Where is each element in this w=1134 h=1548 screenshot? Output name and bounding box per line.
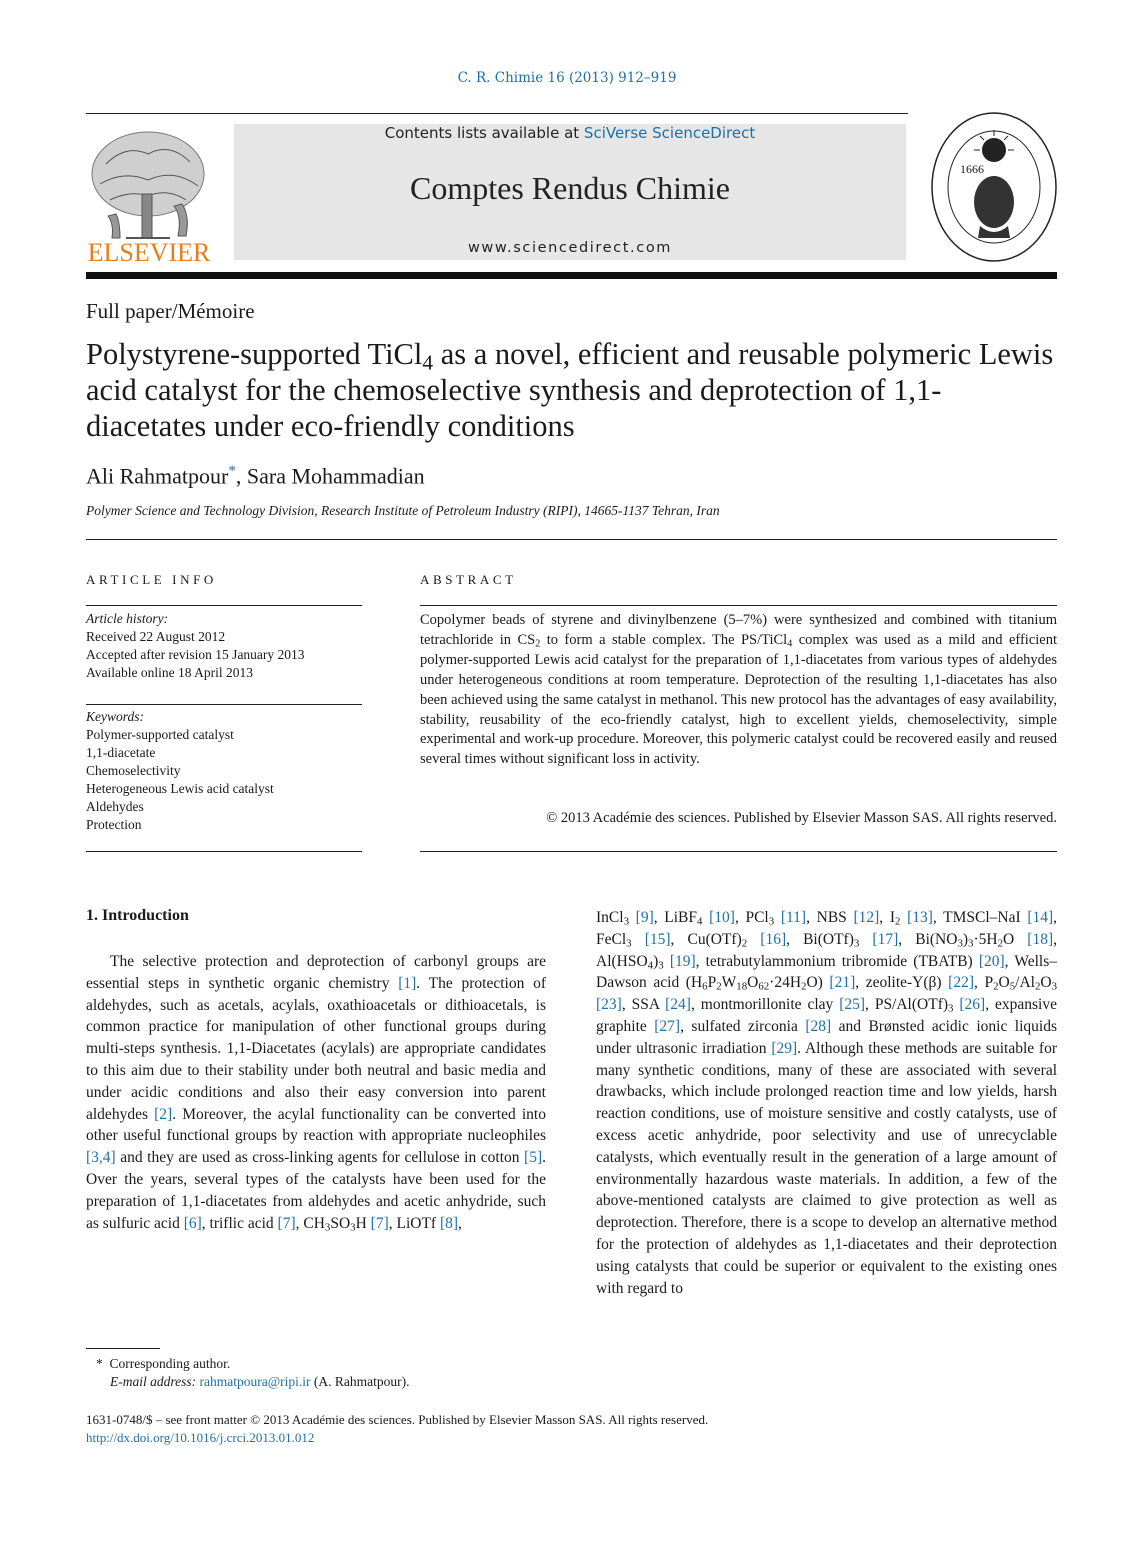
citation-link[interactable]: [26] [959,996,986,1014]
abstract-heading: ABSTRACT [420,572,517,587]
email-label: E-mail address: [110,1374,197,1389]
divider [86,539,1057,540]
doi-link[interactable]: http://dx.doi.org/10.1016/j.crci.2013.01.012 [86,1430,315,1445]
intro-right-column [596,907,1057,1299]
journal-reference[interactable]: C. R. Chimie 16 (2013) 912–919 [457,70,677,86]
footnote-mark: * [96,1356,103,1371]
email-link[interactable]: rahmatpoura@ripi.ir [199,1374,311,1389]
citation-link[interactable]: [24] [665,996,691,1014]
divider [420,605,1057,606]
history-item: Accepted after revision 15 January 2013 [86,647,305,662]
issn-line: 1631-0748/$ – see front matter © 2013 Académie des sciences. Published by Elsevier Masson SAS. All rights reserved. [86,1412,709,1427]
citation-link[interactable]: [23] [596,996,622,1014]
citation-link[interactable]: [7] [277,1214,296,1232]
divider [86,704,362,705]
divider [420,851,1057,852]
citation-link[interactable]: [13] [907,909,933,926]
keyword: Aldehydes [86,799,144,814]
abstract-copyright: © 2013 Académie des sciences. Published by Elsevier Masson SAS. All rights reserved. [546,810,1057,826]
footnote [86,1355,410,1391]
author-name[interactable]: Sara Mohammadian [246,463,425,489]
citation-link[interactable]: [29] [771,1039,798,1057]
divider [86,851,362,852]
seal-year: 1666 [960,162,984,176]
abstract-text: Copolymer beads of styrene and divinylbenzene (5–7%) were synthesized and combined with titanium tetrachloride in $CS_2$ to form a stable complex. The PS/TiCl$_4$ complex was used as a mild and efficient polymer-supported Lewis acid catalyst for the preparation of 1,1-diacetates from various types of aldehydes under heterogeneous conditions at room temperature. Deprotection of the resulting 1,1-diacetates has also been achieved using the same catalyst in methanol. This new protocol has the advantages of easy availability, stability, reusability of the eco-friendly catalyst, high to excellent yields, chemoselectivity, simple experimental and work-up procedure. Moreover, this polymeric catalyst could be recovered easily and reused several times without significant loss in activity. [420,612,1058,768]
journal-url[interactable]: www.sciencedirect.com [467,240,673,256]
citation-link[interactable]: [27] [654,1017,681,1035]
citation-link[interactable]: [5] [524,1149,543,1167]
citation-link[interactable]: [7] [370,1214,389,1232]
title-part: as a novel, efficient and reusable polymeric Lewis acid catalyst for the chemoselective synthesis and deprotection of 1,1-diacetates under eco-friendly conditions [86,337,1054,443]
publisher-logo-text: ELSEVIER [87,238,211,267]
citation-link[interactable]: [15] [644,930,671,948]
contents-line [234,124,906,142]
keyword: Chemoselectivity [86,763,181,778]
keywords-label: Keywords: [86,709,144,724]
author-separator: , [235,463,247,489]
keyword: Polymer-supported catalyst [86,727,234,742]
header-rule [86,113,908,114]
author-name[interactable]: Ali Rahmatpour [86,463,229,489]
citation-link[interactable]: [12] [853,909,880,926]
section-type: Full paper/Mémoire [86,299,255,323]
citation-link[interactable]: [20] [978,952,1005,970]
section-heading-introduction: 1. Introduction [86,907,189,924]
citation-link[interactable]: [14] [1027,909,1054,926]
citation-link[interactable]: [22] [948,974,974,992]
footnote-rule [86,1348,160,1349]
keywords [86,708,362,834]
journal-title: Comptes Rendus Chimie [410,170,730,206]
seal-icon [928,110,1060,264]
title-subscript: 4 [422,350,434,375]
citation-link[interactable]: [6] [183,1214,202,1232]
academy-seal [928,110,1060,264]
intro-paragraph: InCl$_3$ [9], LiBF$_4$ [10], PCl$_3$ [11], NBS [12], $I_2$ [13], TMSCl–NaI [14], FeCl$_3$ [15], $Cu(OTf)_2$ [16], $Bi(OTf)_3$ [17], $Bi(NO_3)_3\cdot 5H_2O$ [18], $Al(HSO_4)_3$ [19], tetrabutylammonium tribromide (TBATB) [20], Wells–Dawson acid $(H_6P_2W_{18}O_{62}\cdot 24H_2O)$ [21], zeolite-Y(β) [22], $P_2O_5/Al_2O_3$ [23], SSA [24], montmorillonite clay [25], $PS/Al(OTf)_3$ [26], expansive graphite [27], sulfated zirconia [28] and Brønsted acidic ionic liquids under ultrasonic irradiation [29]. Although these methods are suitable for many synthetic conditions, many of these are associated with several drawbacks, which include prolonged reaction time and low yields, harsh reaction conditions, use of moisture sensitive and costly catalysts, use of excess acetic anhydride, poor selectivity and use of unrecyclable catalysts, which eventually result in the generation of a large amount of environmentally hazardous waste materials. In addition, a few of the above-mentioned catalysts are claimed to give protection as well as deprotection. Therefore, there is a scope to develop an alternative method for the protection of aldehydes as 1,1-diacetates and their deprotection using catalysts that could be superior or equivalent to the existing ones with regard to [596,909,1058,1297]
corresponding-mark[interactable]: * [228,463,236,479]
intro-paragraph: The selective protection and deprotection of carbonyl groups are essential steps in synthetic organic chemistry [1]. The protection of aldehydes, such as acetals, acylals, oxathioacetals or dithioacetals, is common practice for manipulation of other functional groups during multi-steps synthesis. 1,1-Diacetates (acylals) are appropriate candidates to this aim due to their stability under both neutral and basic media and under acidic conditions and also their easy conversion into parent aldehydes [2]. Moreover, the acylal functionality can be converted into other useful functional groups by reaction with appropriate nucleophiles [3,4] and they are used as cross-linking agents for cellulose in cotton [5]. Over the years, several types of the catalysts have been used for the preparation of 1,1-diacetates from aldehydes and acetic anhydride, such as sulfuric acid [6], triflic acid [7], $CH_3SO_3H$ [7], LiOTf [8], [86,953,546,1234]
sciencedirect-link[interactable]: SciVerse ScienceDirect [583,124,756,142]
footnote-label: Corresponding author. [109,1356,231,1371]
elsevier-logo [86,124,212,266]
article-history [86,610,362,682]
citation-link[interactable]: [8] [439,1214,459,1232]
citation-link[interactable]: [1] [398,974,417,992]
article-info-heading: ARTICLE INFO [86,572,217,587]
history-label: Article history: [86,611,169,626]
history-item: Available online 18 April 2013 [86,665,253,680]
citation-link[interactable]: [11] [780,909,807,926]
article-title [86,336,1061,444]
citation-link[interactable]: [3,4] [86,1149,116,1167]
title-part: Polystyrene-supported TiCl [86,337,423,371]
keyword: Protection [86,817,142,832]
citation-link[interactable]: [21] [829,974,856,992]
citation-link[interactable]: [18] [1027,930,1054,948]
citation-link[interactable]: [16] [760,930,787,948]
front-matter [86,1411,708,1447]
history-item: Received 22 August 2012 [86,629,226,644]
journal-banner [234,124,906,260]
header-thick-rule [86,272,1057,279]
authors [86,463,425,489]
citation-link[interactable]: [9] [635,909,654,926]
keyword: 1,1-diacetate [86,745,156,760]
keyword: Heterogeneous Lewis acid catalyst [86,781,274,796]
affiliation: Polymer Science and Technology Division, Research Institute of Petroleum Industry (RIPI), 14665-1137 Tehran, Iran [86,503,720,518]
citation-link[interactable]: [2] [154,1105,173,1123]
intro-left-column [86,951,546,1234]
email-owner: (A. Rahmatpour). [313,1374,410,1389]
citation-link[interactable]: [28] [805,1017,832,1035]
divider [86,605,362,606]
citation-link[interactable]: [10] [709,909,735,926]
citation-link[interactable]: [25] [839,996,866,1014]
citation-link[interactable]: [17] [872,930,899,948]
citation-link[interactable]: [19] [669,952,696,970]
contents-prefix: Contents lists available at [384,124,584,142]
